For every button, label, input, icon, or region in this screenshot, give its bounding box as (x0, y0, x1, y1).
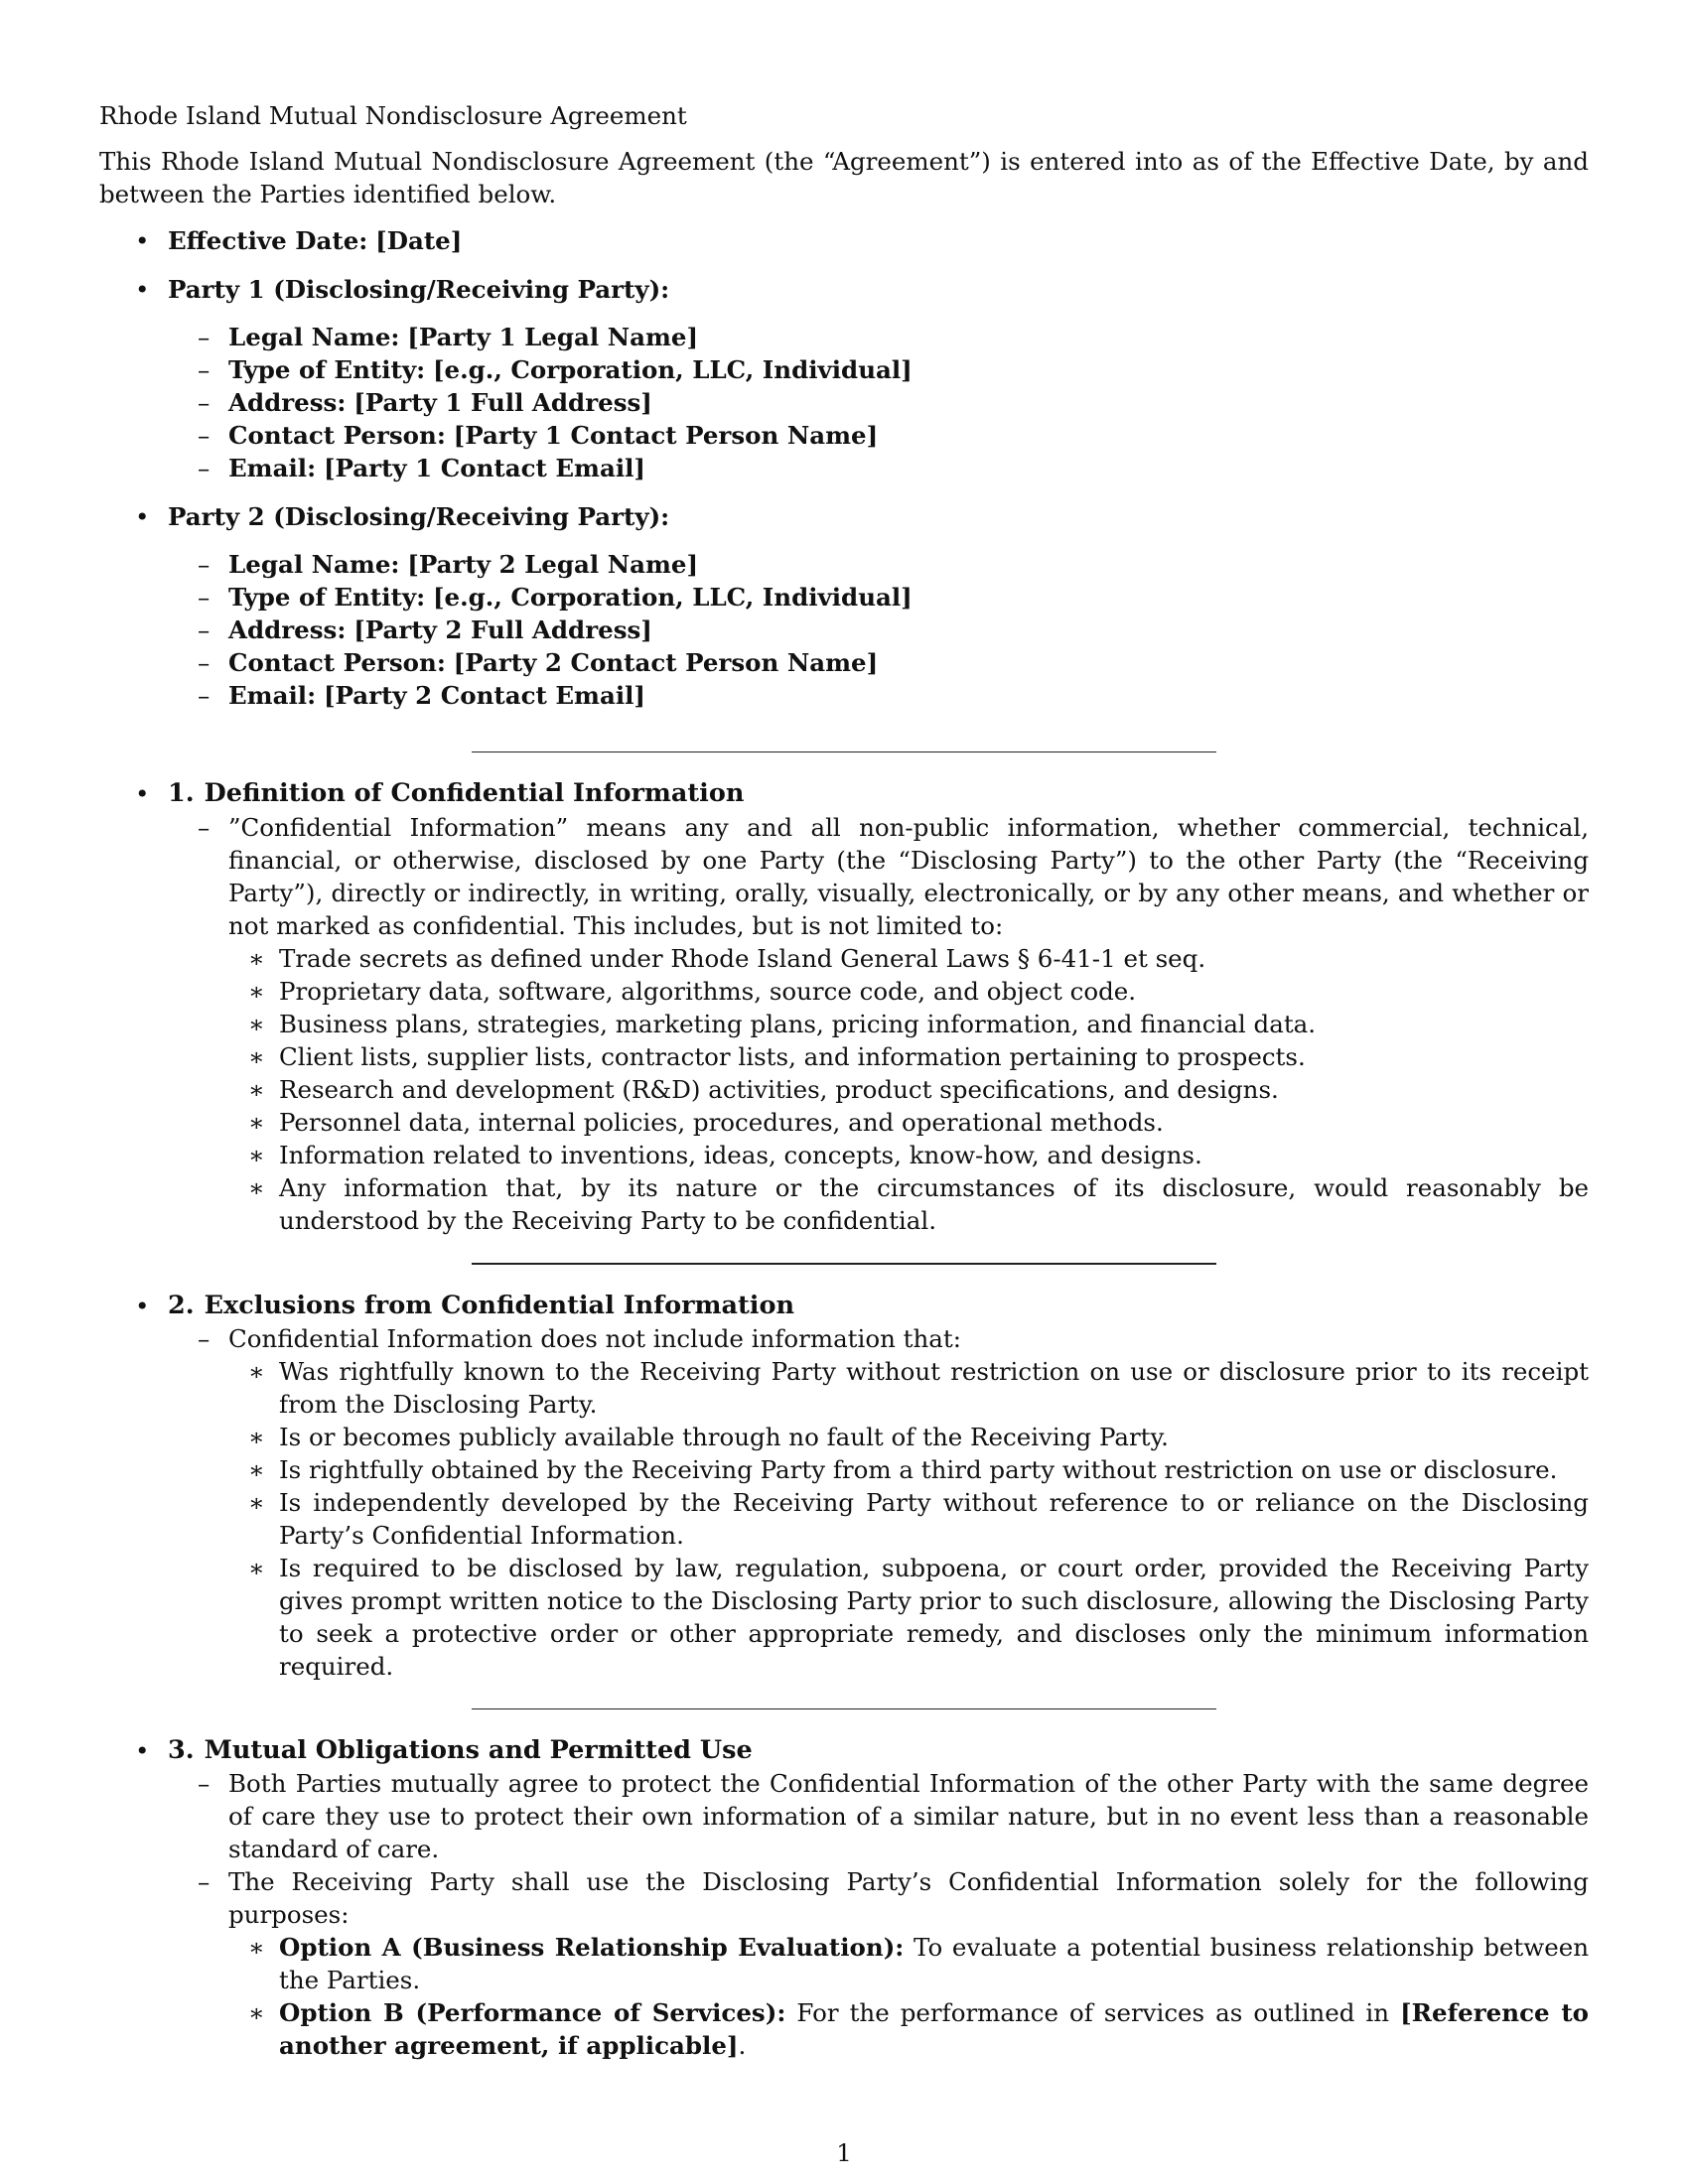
bullet-icon: • (135, 1736, 150, 1765)
section-number: 3. (168, 1735, 195, 1765)
star-icon: ∗ (248, 944, 265, 973)
effective-date-item (99, 224, 1589, 257)
section-3-para-2 (168, 1865, 1589, 1931)
option-b-label: Option B (Performance of Services): (279, 1998, 786, 2027)
field-value: [e.g., Corporation, LLC, Individual] (432, 355, 913, 384)
section-3 (99, 1734, 1589, 1767)
option-b-reference: [Reference to another agreement, if applicable] (279, 1998, 1590, 2060)
list-item-text: Trade secrets as defined under Rhode Island General Laws § 6-41-1 et seq. (279, 944, 1206, 973)
star-icon: ∗ (248, 1010, 265, 1038)
list-item (168, 1139, 1589, 1171)
list-item (168, 942, 1589, 975)
bullet-icon: • (135, 502, 150, 531)
list-item (168, 1486, 1589, 1552)
section-2-list (168, 1355, 1589, 1683)
option-a-label: Option A (Business Relationship Evaluation): (279, 1933, 905, 1962)
bullet-icon: • (135, 1292, 150, 1320)
star-icon: ∗ (248, 1173, 265, 1202)
section-title: Definition of Confidential Information (204, 778, 745, 808)
star-icon: ∗ (248, 977, 265, 1006)
field-value: [e.g., Corporation, LLC, Individual] (432, 583, 913, 612)
party-2-entity-type (99, 581, 1589, 614)
dash-icon: – (198, 1769, 211, 1798)
star-icon: ∗ (248, 1933, 265, 1962)
star-icon: ∗ (248, 1998, 265, 2027)
dash-icon: – (198, 615, 211, 644)
field-value: [Party 2 Contact Email] (323, 681, 646, 710)
effective-date-value: [Date] (375, 226, 463, 255)
section-title: Exclusions from Confidential Information (204, 1291, 795, 1320)
document-page (99, 99, 1589, 2062)
party-2-item (99, 500, 1589, 533)
section-3-para-1 (168, 1767, 1589, 1865)
intro-paragraph: This Rhode Island Mutual Nondisclosure Agreement (the “Agreement”) is entered into as of the Effective Date, by and between the Parties identified below. (99, 147, 1589, 208)
star-icon: ∗ (248, 1455, 265, 1484)
section-divider (472, 1708, 1216, 1709)
star-icon: ∗ (248, 1423, 265, 1451)
field-value: [Party 1 Contact Person Name] (453, 421, 879, 450)
field-value: [Party 1 Legal Name] (407, 323, 699, 351)
list-item-text: Business plans, strategies, marketing plans, pricing information, and financial data. (279, 1010, 1317, 1038)
dash-icon: – (198, 355, 211, 384)
field-label: Email: (228, 681, 317, 710)
section-3-heading (168, 1734, 1589, 1767)
star-icon: ∗ (248, 1042, 265, 1071)
bullet-icon: • (135, 226, 150, 255)
field-value: [Party 2 Full Address] (353, 615, 652, 644)
bullet-icon: • (135, 779, 150, 808)
definition-text: ”Confidential Information” means any and all non-public information, whether commercial, technical, financial, or otherwise, disclosed by one Party (the “Disclosing Party”) to the other Party (the “Receiving Party”), directly or indirectly, in writing, orally, visually, electronically, or by any other means, and whether or not marked as confidential. This includes, but is not limited to: (228, 813, 1589, 940)
field-label: Legal Name: (228, 323, 400, 351)
field-label: Contact Person: (228, 421, 446, 450)
party-2-heading: Party 2 (Disclosing/Receiving Party): (168, 502, 670, 531)
list-item (168, 1421, 1589, 1453)
option-a-text: To evaluate a potential business relationship between the Parties. (279, 1933, 1589, 1994)
party-1-contact-person (99, 419, 1589, 452)
party-1-email (99, 452, 1589, 484)
option-a (168, 1931, 1589, 1996)
option-b-text: For the performance of services as outlined in (796, 1998, 1390, 2027)
field-value: [Party 2 Legal Name] (407, 550, 699, 579)
star-icon: ∗ (248, 1075, 265, 1104)
page-number: 1 (836, 2138, 852, 2167)
list-item (168, 1008, 1589, 1040)
field-label: Contact Person: (228, 648, 446, 677)
section-1-list (168, 942, 1589, 1237)
list-item (168, 1106, 1589, 1139)
section-2 (99, 1290, 1589, 1322)
dash-icon: – (198, 1324, 211, 1353)
bullet-icon: • (135, 275, 150, 304)
star-icon: ∗ (248, 1357, 265, 1386)
dash-icon: – (198, 813, 211, 842)
party-1-heading: Party 1 (Disclosing/Receiving Party): (168, 275, 670, 304)
section-number: 2. (168, 1291, 195, 1320)
list-item (168, 1171, 1589, 1237)
star-icon: ∗ (248, 1488, 265, 1517)
party-2-email (99, 679, 1589, 712)
lead-text: Confidential Information does not include information that: (228, 1324, 962, 1353)
section-1-heading (168, 777, 1589, 810)
field-label: Legal Name: (228, 550, 400, 579)
field-label: Type of Entity: (228, 355, 426, 384)
field-value: [Party 2 Contact Person Name] (453, 648, 879, 677)
list-item (168, 1552, 1589, 1683)
effective-date-label: Effective Date: (168, 226, 368, 255)
section-title: Mutual Obligations and Permitted Use (204, 1735, 753, 1765)
dash-icon: – (198, 323, 211, 351)
field-label: Email: (228, 454, 317, 482)
dash-icon: – (198, 388, 211, 417)
list-item-text: Information related to inventions, ideas, concepts, know-how, and designs. (279, 1141, 1202, 1169)
section-3-options (168, 1931, 1589, 2062)
list-item (168, 975, 1589, 1008)
dash-icon: – (198, 421, 211, 450)
list-item (168, 1040, 1589, 1073)
list-item-text: Is rightfully obtained by the Receiving Party from a third party without restriction on use or disclosure. (279, 1455, 1558, 1484)
dash-icon: – (198, 583, 211, 612)
dash-icon: – (198, 648, 211, 677)
list-item-text: Is or becomes publicly available through no fault of the Receiving Party. (279, 1423, 1169, 1451)
field-value: [Party 1 Contact Email] (323, 454, 646, 482)
section-2-lead (168, 1322, 1589, 1355)
party-2-legal-name (99, 548, 1589, 581)
option-b-end: . (738, 2031, 747, 2060)
star-icon: ∗ (248, 1141, 265, 1169)
party-1-fields (99, 321, 1589, 484)
document-title: Rhode Island Mutual Nondisclosure Agreement (99, 101, 687, 130)
list-item (168, 1073, 1589, 1106)
list-item-text: Is independently developed by the Receiving Party without reference to or reliance on the Disclosing Party’s Confidential Information. (279, 1488, 1589, 1550)
list-item (168, 1355, 1589, 1421)
star-icon: ∗ (248, 1108, 265, 1137)
section-2-heading (168, 1290, 1589, 1322)
section-divider (472, 751, 1216, 752)
dash-icon: – (198, 550, 211, 579)
field-label: Address: (228, 615, 347, 644)
section-1 (99, 777, 1589, 810)
dash-icon: – (198, 681, 211, 710)
dash-icon: – (198, 454, 211, 482)
party-1-item (99, 273, 1589, 306)
section-number: 1. (168, 778, 195, 808)
list-item-text: Proprietary data, software, algorithms, source code, and object code. (279, 977, 1137, 1006)
party-2-address (99, 614, 1589, 646)
paragraph-text: The Receiving Party shall use the Disclosing Party’s Confidential Information solely for the following purposes: (228, 1867, 1589, 1929)
option-b (168, 1996, 1589, 2062)
list-item-text: Any information that, by its nature or the circumstances of its disclosure, would reasonably be understood by the Receiving Party to be confidential. (279, 1173, 1589, 1235)
star-icon: ∗ (248, 1554, 265, 1582)
field-label: Type of Entity: (228, 583, 426, 612)
list-item-text: Client lists, supplier lists, contractor lists, and information pertaining to prospects. (279, 1042, 1306, 1071)
party-1-legal-name (99, 321, 1589, 353)
section-1-definition (168, 811, 1589, 942)
list-item-text: Was rightfully known to the Receiving Party without restriction on use or disclosure prior to its receipt from the Disclosing Party. (279, 1357, 1589, 1419)
section-divider (472, 1263, 1216, 1265)
field-label: Address: (228, 388, 347, 417)
paragraph-text: Both Parties mutually agree to protect the Confidential Information of the other Party with the same degree of care they use to protect their own information of a similar nature, but in no event less than a reasonable standard of care. (228, 1769, 1589, 1863)
party-2-contact-person (99, 646, 1589, 679)
party-1-entity-type (99, 353, 1589, 386)
list-item-text: Is required to be disclosed by law, regulation, subpoena, or court order, provided the Receiving Party gives prompt written notice to the Disclosing Party prior to such disclosure, allowing the Disclosing Party to seek a protective order or other appropriate remedy, and discloses only the minimum information required. (279, 1554, 1589, 1681)
list-item (168, 1453, 1589, 1486)
party-2-fields (99, 548, 1589, 712)
field-value: [Party 1 Full Address] (353, 388, 652, 417)
list-item-text: Research and development (R&D) activities, product specifications, and designs. (279, 1075, 1279, 1104)
dash-icon: – (198, 1867, 211, 1896)
list-item-text: Personnel data, internal policies, procedures, and operational methods. (279, 1108, 1164, 1137)
party-1-address (99, 386, 1589, 419)
